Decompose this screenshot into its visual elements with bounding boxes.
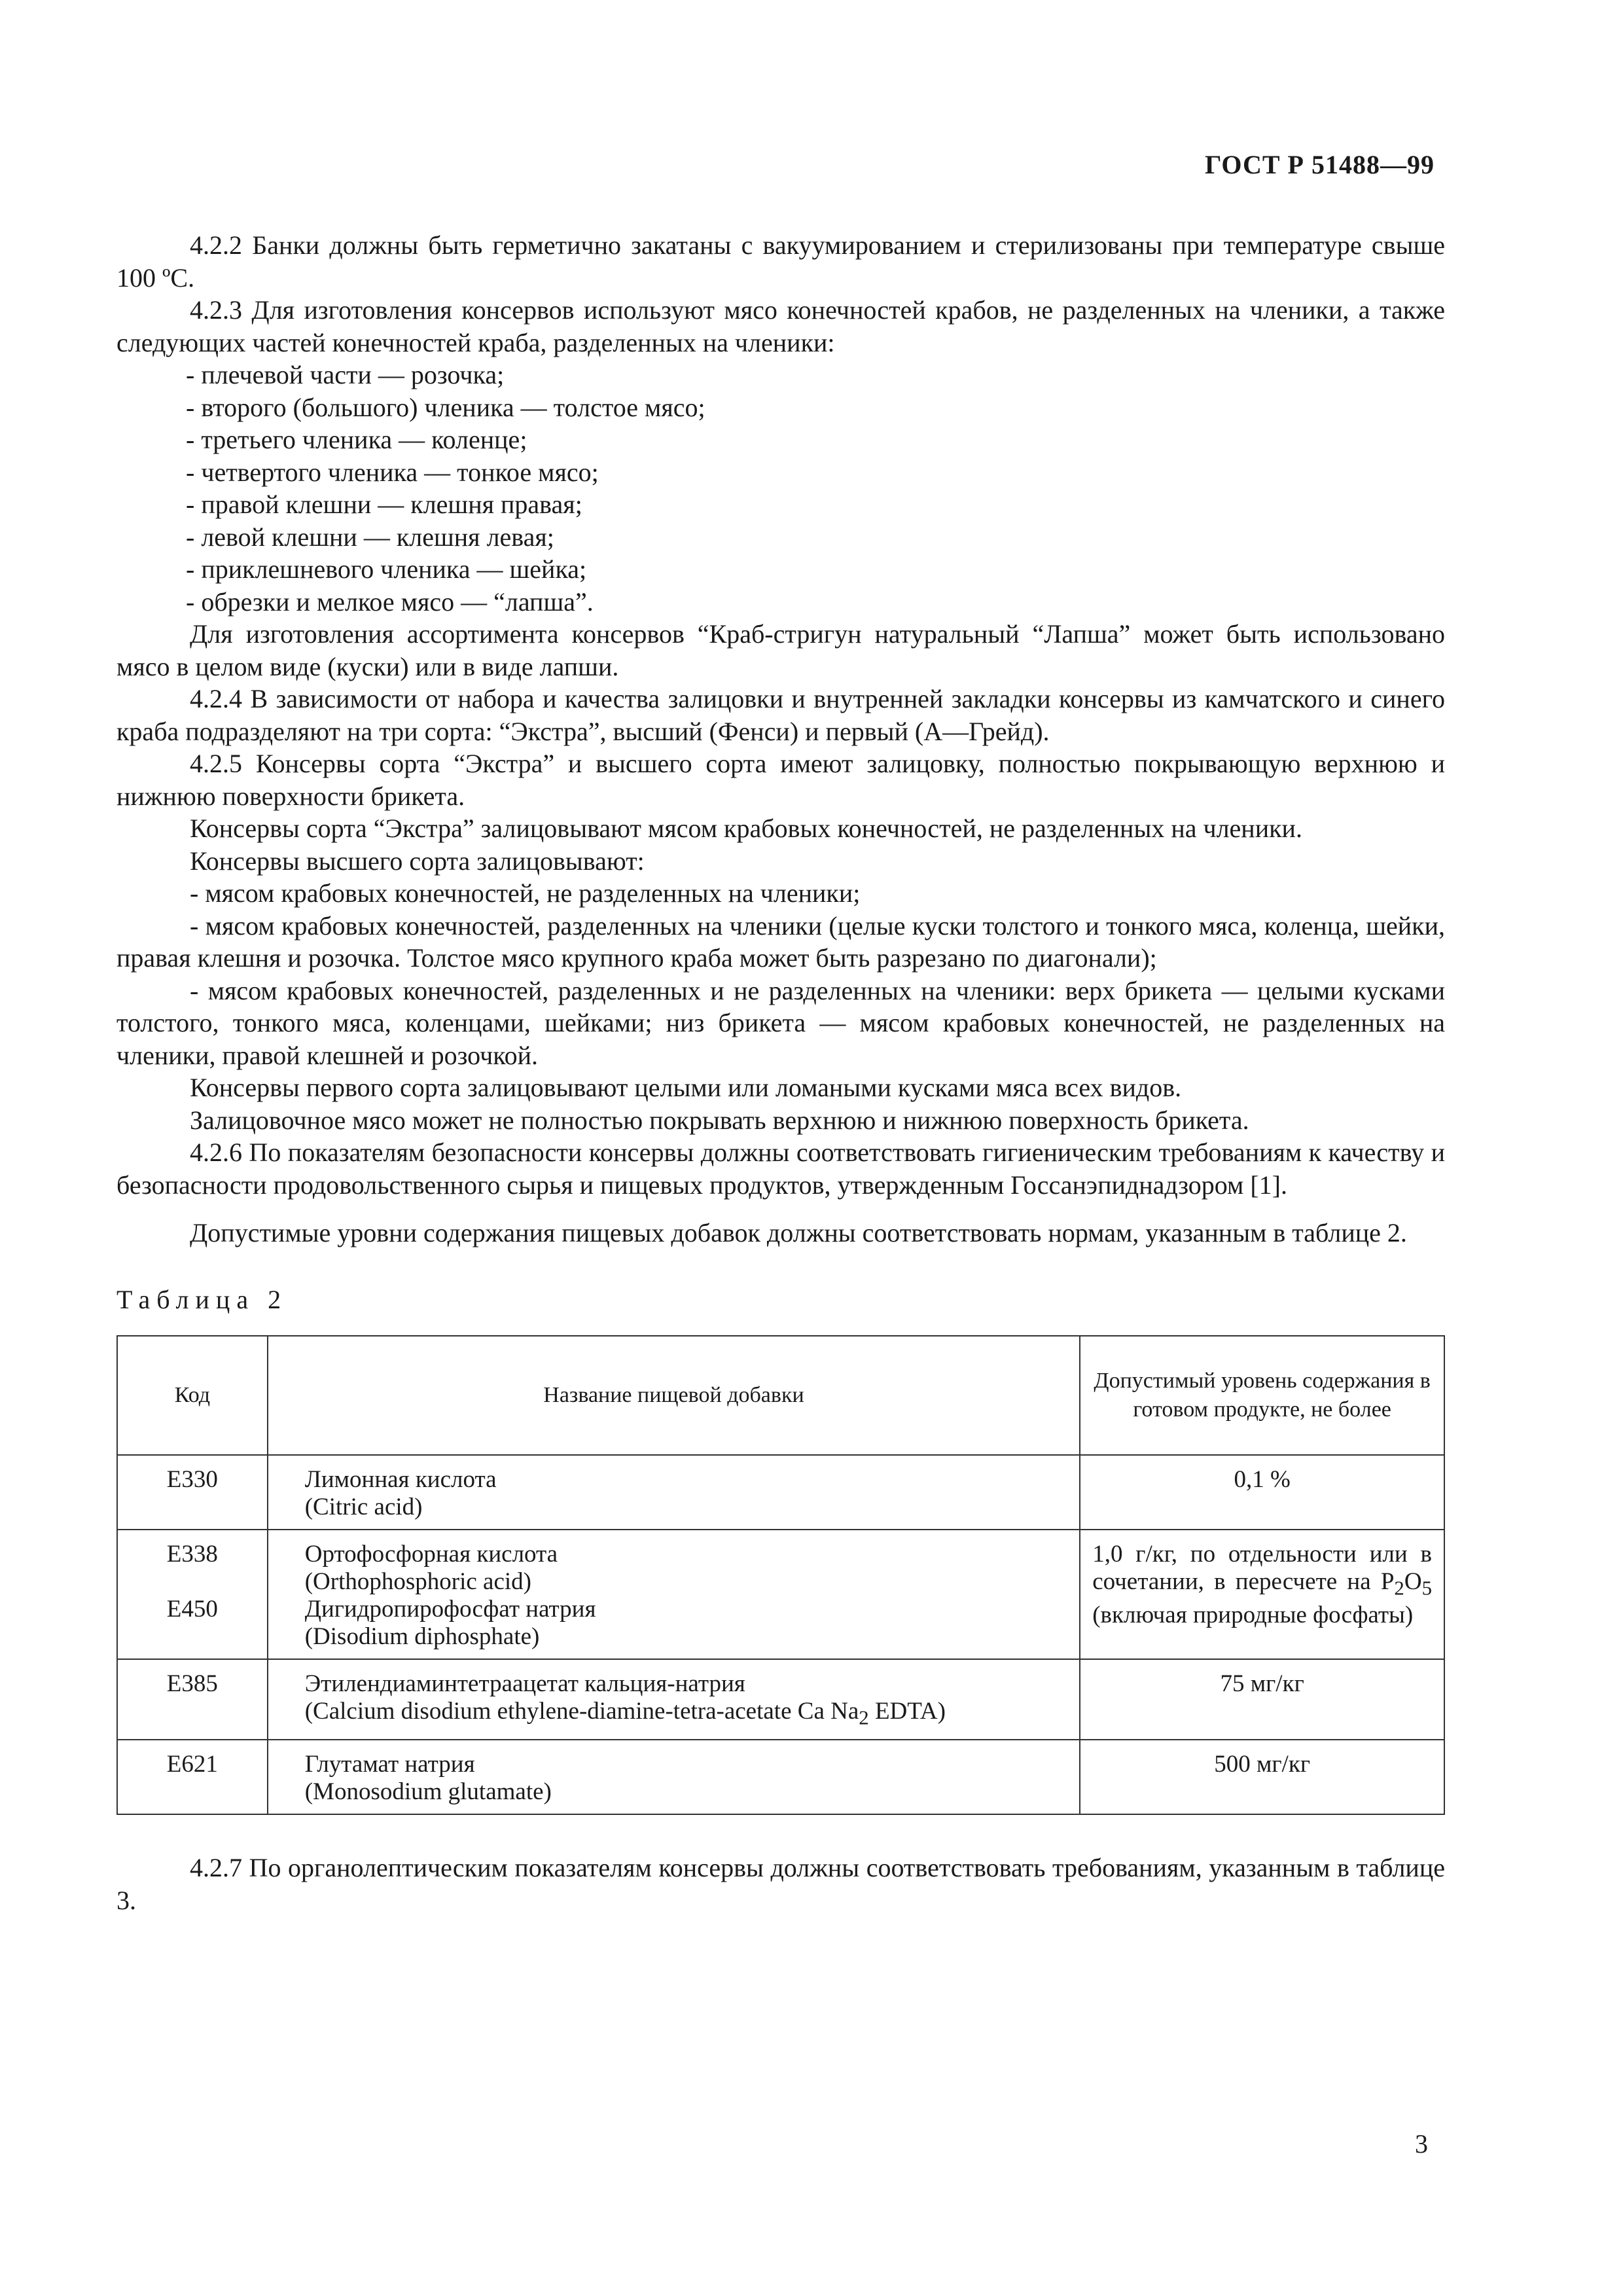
header-name: Название пищевой добавки	[268, 1336, 1080, 1455]
list-item: - второго (большого) членика — толстое мясо;	[186, 392, 705, 422]
paragraph-4-2-6: 4.2.6 По показателям безопасности консервы должны соответствовать гигиеническим требованиям к качеству и безопасности продовольственного сырья и пищевых продуктов, утвержденным Госсанэпиднадзором [1].	[116, 1138, 1445, 1200]
limit-text: (включая природные фосфаты)	[1092, 1602, 1414, 1629]
additive-name-en: (Disodium diphosphate)	[304, 1623, 540, 1650]
paragraph-extra-grade: Консервы сорта “Экстра” залицовывают мясом крабовых конечностей, не разделенных на членики.	[190, 814, 1302, 843]
additive-name-en: (Citric acid)	[304, 1494, 423, 1520]
list-item: - мясом крабовых конечностей, разделенных на членики (целые куски толстого и тонкого мяса, коленца, шейки, правая клешня и розочка. Толстое мясо крупного краба может быть разрезано по диагонали);	[116, 910, 1445, 973]
cell-limit: 75 мг/кг	[1080, 1659, 1444, 1740]
list-item: - правой клешни — клешня правая;	[186, 490, 582, 519]
table-row	[117, 1740, 1444, 1814]
cell-name	[268, 1659, 1080, 1740]
list-item: - четвертого членика — тонкое мясо;	[186, 457, 599, 487]
additives-table	[116, 1335, 1445, 1815]
additive-name-en: (Orthophosphoric acid)	[304, 1568, 531, 1595]
additive-code: E338	[166, 1541, 218, 1568]
additive-name-ru: Глутамат натрия	[304, 1751, 475, 1778]
paragraph-4-2-4: 4.2.4 В зависимости от набора и качества залицовки и внутренней закладки консервы из камчатского и синего краба подразделяют на три сорта: “Экстра”, высший (Фенси) и первый (А—Грейд).	[116, 684, 1445, 746]
subscript: 2	[1394, 1577, 1404, 1600]
cell-code: E621	[117, 1740, 268, 1814]
additive-name-ru: Лимонная кислота	[304, 1466, 497, 1493]
list-item: - обрезки и мелкое мясо — “лапша”.	[186, 586, 594, 617]
cell-code: E330	[117, 1455, 268, 1530]
table-header-row	[117, 1336, 1444, 1455]
paragraph-high-grade-intro: Консервы высшего сорта залицовывают:	[190, 846, 645, 876]
additive-name-ru: Ортофосфорная кислота	[304, 1541, 558, 1568]
subscript: 5	[1421, 1577, 1432, 1600]
document-body	[116, 229, 1445, 1916]
limit-text: 1,0 г/кг, по отдельности или в сочетании, в пересчете на P	[1092, 1541, 1432, 1595]
table-row	[117, 1530, 1444, 1659]
cell-limit: 0,1 %	[1080, 1455, 1444, 1530]
cell-name	[268, 1530, 1080, 1659]
cell-limit: 500 мг/кг	[1080, 1740, 1444, 1814]
header-code: Код	[117, 1336, 268, 1455]
table-row	[117, 1455, 1444, 1530]
subscript: 2	[859, 1706, 869, 1729]
list-item: - левой клешни — клешня левая;	[186, 522, 554, 552]
cell-limit	[1080, 1530, 1444, 1659]
list-item: - мясом крабовых конечностей, не разделенных на членики;	[190, 878, 861, 908]
paragraph-4-2-7: 4.2.7 По органолептическим показателям консервы должны соответствовать требованиям, указанным в таблице 3.	[116, 1853, 1445, 1915]
paragraph-additives: Допустимые уровни содержания пищевых добавок должны соответствовать нормам, указанным в таблице 2.	[190, 1218, 1407, 1247]
name-text: (Calcium disodium ethylene-diamine-tetra-acetate Ca Na	[304, 1698, 859, 1725]
paragraph-4-2-2: 4.2.2 Банки должны быть герметично закатаны с вакуумированием и стерилизованы при температуре свыше 100 ºС.	[116, 230, 1445, 293]
paragraph-4-2-3: 4.2.3 Для изготовления консервов используют мясо конечностей крабов, не разделенных на членики, а также следующих частей конечностей краба, разделенных на членики:	[116, 295, 1445, 357]
paragraph-4-2-5: 4.2.5 Консервы сорта “Экстра” и высшего сорта имеют залицовку, полностью покрывающую верхнюю и нижнюю поверхности брикета.	[116, 749, 1445, 811]
page-number: 3	[1415, 2129, 1428, 2159]
additive-name-en	[305, 1698, 1069, 1731]
header-limit: Допустимый уровень содержания в готовом продукте, не более	[1080, 1336, 1444, 1455]
paragraph-4-2-3-note: Для изготовления ассортимента консервов “Краб-стригун натуральный “Лапша” может быть использовано мясо в целом виде (куски) или в виде лапши.	[116, 619, 1445, 681]
list-item: - приклешневого членика — шейка;	[186, 554, 587, 584]
cell-code	[117, 1530, 268, 1659]
table-row	[117, 1659, 1444, 1740]
paragraph-first-grade: Консервы первого сорта залицовывают целыми или ломаными кусками мяса всех видов.	[190, 1073, 1182, 1102]
list-item: - третьего членика — коленце;	[186, 425, 527, 454]
paragraph-fill-meat: Залицовочное мясо может не полностью покрывать верхнюю и нижнюю поверхность брикета.	[190, 1105, 1249, 1135]
table-caption: Таблица 2	[116, 1284, 288, 1314]
additive-name-en: (Monosodium glutamate)	[304, 1778, 552, 1806]
name-text: EDTA)	[868, 1698, 946, 1725]
list-item: - мясом крабовых конечностей, разделенных и не разделенных на членики: верх брикета — целыми кусками толстого, тонкого мяса, коленцами, шейками; низ брикета — мясом крабовых конечностей, не разделенных на членики, правой клешней и розочкой.	[116, 975, 1445, 1070]
document-header: ГОСТ Р 51488—99	[1204, 150, 1435, 179]
limit-text: O	[1404, 1568, 1422, 1595]
cell-name	[268, 1740, 1080, 1814]
list-item: - плечевой части — розочка;	[186, 360, 505, 389]
additive-code: E450	[166, 1596, 218, 1623]
cell-name	[268, 1455, 1080, 1530]
cell-code: E385	[117, 1659, 268, 1740]
additive-name-ru: Дигидропирофосфат натрия	[304, 1596, 596, 1623]
additive-name-ru: Этилендиаминтетраацетат кальция-натрия	[304, 1670, 745, 1697]
